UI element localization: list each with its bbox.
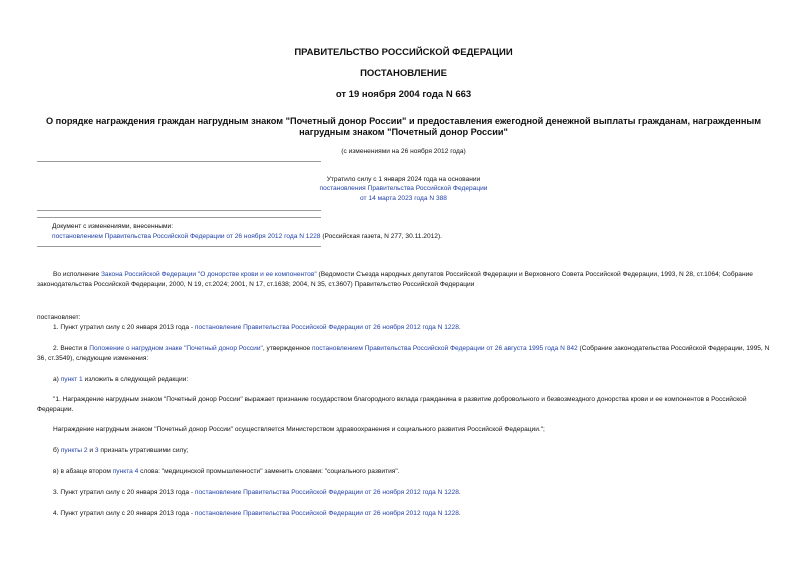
subitem-v-prefix: в) в абзаце втором: [53, 468, 113, 475]
preamble-text-start: Во исполнение: [53, 271, 101, 278]
item-2-text-a: 2. Внести в: [53, 345, 90, 352]
status-link-line-1[interactable]: постановления Правительства Российской Федерации: [319, 185, 488, 193]
document-type: ПОСТАНОВЛЕНИЕ: [360, 68, 447, 79]
subitem-b-prefix: б): [53, 447, 61, 454]
subitem-b-text: признать утратившими силу;: [98, 447, 189, 454]
subitem-b: [37, 446, 773, 456]
subitem-b-mid: и: [87, 447, 95, 454]
item-3: [37, 488, 773, 498]
item-3-link[interactable]: постановление Правительства Российской Федерации от 26 ноября 2012 года N 1228: [194, 489, 459, 496]
item-4-text: 4. Пункт утратил силу с 20 января 2013 года -: [53, 510, 195, 517]
item-1: [37, 323, 773, 333]
quote-paragraph-2: Награждение нагрудным знаком "Почетный донор России" осуществляется Министерством здравоохранения и социального развития Российской Федерации.";: [53, 426, 545, 433]
item-4-link[interactable]: постановление Правительства Российской Федерации от 26 ноября 2012 года N 1228: [194, 510, 459, 517]
item-2: [37, 344, 773, 364]
regulation-link[interactable]: Положение о нагрудном знаке "Почетный донор России": [89, 345, 263, 352]
points-2-link[interactable]: пункты 2: [60, 447, 88, 454]
changes-line: [52, 232, 442, 242]
changes-intro: Документ с изменениями, внесенными:: [52, 223, 174, 230]
subitem-a: [37, 375, 773, 385]
point-3-link[interactable]: 3: [94, 447, 99, 454]
status-link-line-2[interactable]: от 14 марта 2023 года N 388: [360, 194, 447, 202]
item-2-text-b: , утвержденное: [262, 345, 313, 352]
divider: [37, 161, 321, 162]
decree-word: постановляет:: [37, 314, 81, 321]
status-block: [0, 175, 807, 203]
item-3-text: 3. Пункт утратил силу с 20 января 2013 года -: [53, 489, 195, 496]
government-heading: ПРАВИТЕЛЬСТВО РОССИЙСКОЙ ФЕДЕРАЦИИ: [294, 47, 513, 58]
title-line-1: О порядке награждения граждан нагрудным знаком "Почетный донор России" и предоставления ежегодной денежной выплаты гражданам, награжденным: [45, 116, 762, 126]
amendments-note: (с изменениями на 26 ноября 2012 года): [341, 148, 466, 155]
divider: [37, 217, 321, 218]
divider: [37, 246, 321, 247]
item-1-text: 1. Пункт утратил силу с 20 января 2013 года -: [53, 324, 195, 331]
preamble-text-end: (Ведомости Съезда народных депутатов Российской Федерации и Верховного Совета Российской Федерации, 1993, N 28, ст.1064; Собрание законодательства Российской Федерации, 2000, N 19, ст.2024; 2001, N 17, ст.1638; 2004, N 35, ст.3607) Правительство Российской Федерации: [37, 271, 753, 288]
item-1-link[interactable]: постановление Правительства Российской Федерации от 26 ноября 2012 года N 1228: [194, 324, 459, 331]
subitem-a-text: изложить в следующей редакции:: [82, 376, 189, 383]
title-line-2: нагрудным знаком "Почетный донор России": [299, 127, 508, 137]
item-2-text-c: (Собрание законодательства Российской Федерации, 1995, N 36, ст.3549), следующие изменения:: [37, 345, 770, 362]
changes-link[interactable]: постановлением Правительства Российской Федерации от 26 ноября 2012 года N 1228: [52, 233, 321, 240]
quote-paragraph-1: "1. Награждение нагрудным знаком "Почетный донор России" выражает признание государством благородного вклада гражданина в развитие добровольного и безвозмездного донорства крови и ее компонентов в Российской Федерации.: [37, 396, 747, 413]
document-title: [0, 116, 807, 138]
point-1-link[interactable]: пункт 1: [60, 376, 83, 383]
divider: [37, 210, 321, 211]
status-text: Утратило силу с 1 января 2024 года на основании: [326, 176, 481, 183]
changes-source: (Российская газета, N 277, 30.11.2012).: [320, 233, 442, 240]
item-1-end: .: [458, 324, 461, 331]
subitem-v: [37, 467, 773, 477]
point-4-link[interactable]: пункта 4: [112, 468, 139, 475]
subitem-a-prefix: а): [53, 376, 61, 383]
item-4-end: .: [458, 510, 461, 517]
item-3-end: .: [458, 489, 461, 496]
decree-842-link[interactable]: постановлением Правительства Российской Федерации от 26 августа 1995 года N 842: [312, 345, 578, 352]
subitem-v-text: слова: "медицинской промышленности" заменить словами: "социального развития".: [138, 468, 400, 475]
law-link[interactable]: Закона Российской Федерации "О донорстве крови и ее компонентов": [100, 271, 317, 278]
document-date-number: от 19 ноября 2004 года N 663: [335, 89, 472, 100]
item-4: [37, 509, 773, 519]
changes-block: [52, 222, 442, 242]
preamble-paragraph: [37, 270, 773, 290]
